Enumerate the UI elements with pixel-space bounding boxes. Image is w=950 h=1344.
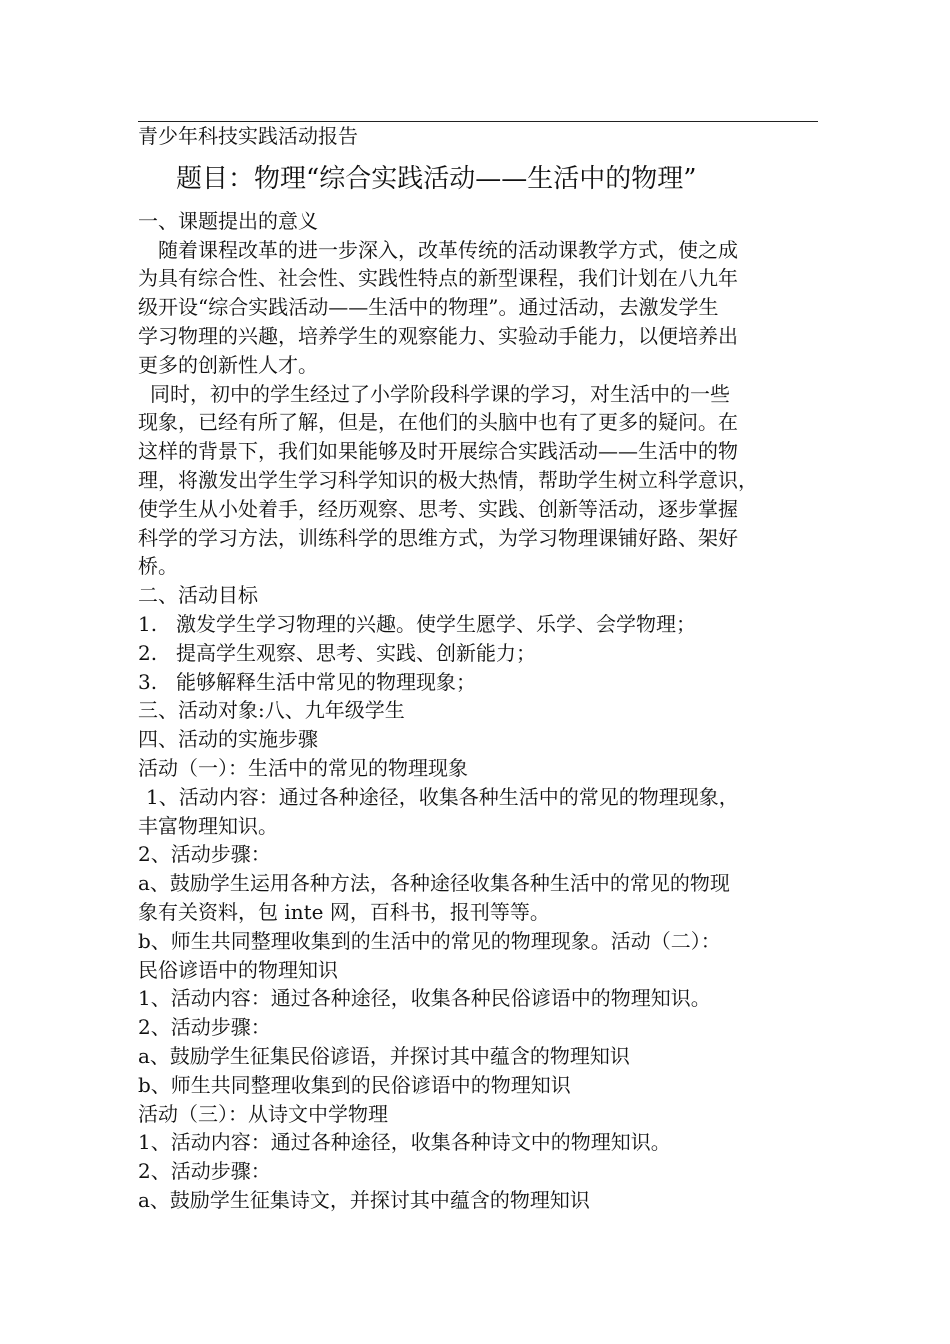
- goal-text: 提高学生观察、思考、实践、创新能力；: [176, 640, 536, 665]
- goal-number: 3.: [138, 669, 158, 694]
- activity-1-steps-label: 2、活动步骤：: [138, 842, 271, 867]
- paragraph-1-line: 学习物理的兴趣，培养学生的观察能力、实验动手能力，以便培养出: [138, 323, 738, 348]
- activity-2-step-a: a、鼓励学生征集民俗谚语，并探讨其中蕴含的物理知识: [138, 1043, 630, 1068]
- section-heading-3: 三、活动对象:八、九年级学生: [138, 698, 405, 723]
- paragraph-2-line: 同时，初中的学生经过了小学阶段科学课的学习，对生活中的一些: [150, 381, 730, 406]
- paragraph-2-line: 桥。: [138, 554, 178, 579]
- goal-text: 激发学生学习物理的兴趣。使学生愿学、乐学、会学物理；: [176, 611, 696, 636]
- activity-3-content: 1、活动内容：通过各种途径，收集各种诗文中的物理知识。: [138, 1130, 671, 1155]
- section-heading-1: 一、课题提出的意义: [138, 208, 318, 233]
- paragraph-2-line: 科学的学习方法，训练科学的思维方式，为学习物理课铺好路、架好: [138, 525, 738, 550]
- goal-item: [138, 610, 810, 639]
- activity-1-step-b-line: 民俗谚语中的物理知识: [138, 957, 338, 982]
- activity-3-heading: 活动（三）：从诗文中学物理: [138, 1101, 388, 1126]
- goal-number: 1.: [138, 611, 158, 636]
- activity-1-step-a-line: a、鼓励学生运用各种方法，各种途径收集各种生活中的常见的物现: [138, 871, 730, 896]
- goal-number: 2.: [138, 640, 158, 665]
- activity-1-step-a-line: 象有关资料，包 inte 网，百科书，报刊等等。: [138, 899, 550, 924]
- paragraph-1-line: 为具有综合性、社会性、实践性特点的新型课程，我们计划在八九年: [138, 266, 738, 291]
- paragraph-2-line: 理，将激发出学生学习科学知识的极大热情，帮助学生树立科学意识，: [138, 467, 758, 492]
- activity-1-heading: 活动（一）：生活中的常见的物理现象: [138, 755, 468, 780]
- paragraph-1-line: 随着课程改革的进一步深入，改革传统的活动课教学方式，使之成: [158, 237, 738, 262]
- document-body: [138, 122, 810, 1215]
- activity-2-steps-label: 2、活动步骤：: [138, 1015, 271, 1040]
- main-title: 题目：物理“综合实践活动——生活中的物理”: [176, 163, 697, 194]
- activity-1-content-line: 丰富物理知识。: [138, 813, 278, 838]
- paragraph-2-line: 这样的背景下，我们如果能够及时开展综合实践活动——生活中的物: [138, 439, 738, 464]
- activity-2-content: 1、活动内容：通过各种途径，收集各种民俗谚语中的物理知识。: [138, 986, 711, 1011]
- activity-3-steps-label: 2、活动步骤：: [138, 1159, 271, 1184]
- goal-item: [138, 639, 810, 668]
- paragraph-1-line: 更多的创新性人才。: [138, 352, 318, 377]
- section-heading-2: 二、活动目标: [138, 583, 258, 608]
- header-title: 青少年科技实践活动报告: [138, 124, 358, 148]
- paragraph-2-line: 现象，已经有所了解，但是，在他们的头脑中也有了更多的疑问。在: [138, 410, 738, 435]
- goal-text: 能够解释生活中常见的物理现象；: [176, 669, 476, 694]
- activity-2-step-b: b、师生共同整理收集到的民俗谚语中的物理知识: [138, 1072, 571, 1097]
- paragraph-1-line: 级开设“综合实践活动——生活中的物理”。通过活动，去激发学生: [138, 295, 719, 320]
- activity-3-step-a: a、鼓励学生征集诗文，并探讨其中蕴含的物理知识: [138, 1187, 590, 1212]
- activity-1-content-line: 1、活动内容：通过各种途径，收集各种生活中的常见的物理现象，: [146, 784, 739, 809]
- paragraph-2-line: 使学生从小处着手，经历观察、思考、实践、创新等活动，逐步掌握: [138, 496, 738, 521]
- section-heading-4: 四、活动的实施步骤: [138, 727, 318, 752]
- goal-item: [138, 668, 810, 697]
- activity-1-step-b-line: b、师生共同整理收集到的生活中的常见的物理现象。活动（二）：: [138, 928, 721, 953]
